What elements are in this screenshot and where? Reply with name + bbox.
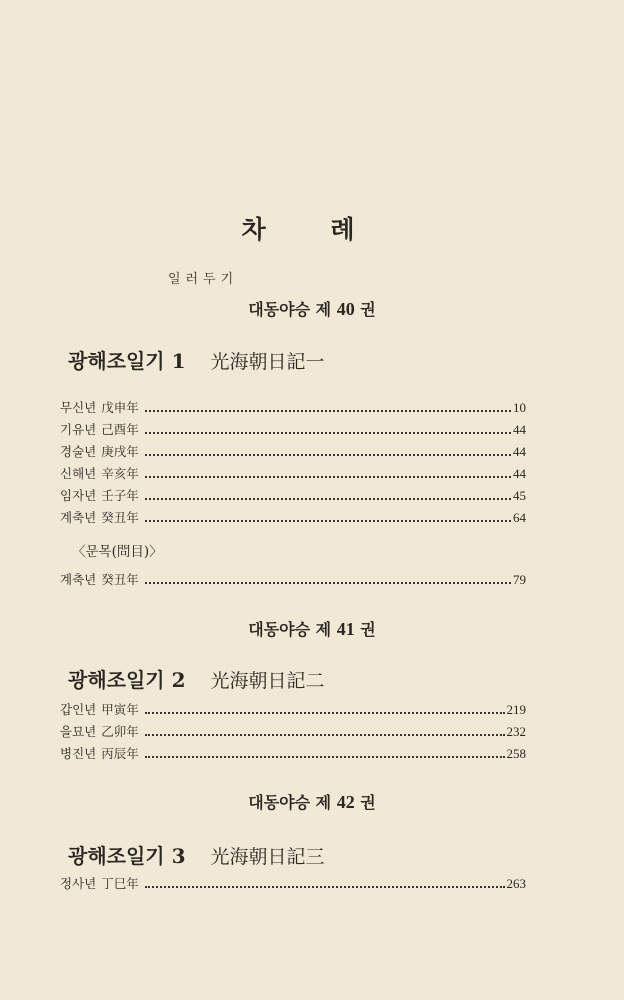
entry-label: 경술년 庚戌年 xyxy=(60,444,139,459)
volume-heading-label: 대동야승 제 xyxy=(248,620,332,639)
entry-label: 갑인년 甲寅年 xyxy=(60,702,139,717)
entry-page: 44 xyxy=(513,466,526,481)
section-number: 1 xyxy=(171,349,186,373)
dot-leader xyxy=(145,476,511,478)
entry-label: 기유년 己酉年 xyxy=(60,422,139,437)
toc-entry[interactable] xyxy=(60,486,526,504)
volume-number: 42 xyxy=(336,792,355,812)
volume-suffix: 권 xyxy=(360,620,376,639)
subsection-heading: 〈문목(問目)〉 xyxy=(72,544,163,560)
section-heading xyxy=(68,664,324,693)
entry-page: 258 xyxy=(506,746,526,761)
entry-label: 정사년 丁巳年 xyxy=(60,876,139,891)
dot-leader xyxy=(145,454,511,456)
section-hanja: 光海朝日記二 xyxy=(210,670,325,692)
toc-entry[interactable] xyxy=(60,508,526,526)
entry-label: 계축년 癸丑年 xyxy=(60,572,139,587)
entry-label: 신해년 辛亥年 xyxy=(60,466,139,481)
toc-entry[interactable] xyxy=(60,744,526,762)
section-number: 2 xyxy=(171,668,186,692)
volume-heading xyxy=(0,617,624,640)
entry-page: 44 xyxy=(513,422,526,437)
toc-entry[interactable] xyxy=(60,398,526,416)
dot-leader xyxy=(145,734,505,736)
dot-leader xyxy=(145,410,511,412)
dot-leader xyxy=(145,756,505,758)
section-hanja: 光海朝日記三 xyxy=(210,846,325,868)
entry-page: 79 xyxy=(513,572,526,587)
entry-page: 45 xyxy=(513,488,526,503)
preface-link[interactable]: 일러두기 xyxy=(168,272,239,287)
entry-page: 44 xyxy=(513,444,526,459)
section-title: 광해조일기 xyxy=(68,668,165,692)
volume-suffix: 권 xyxy=(360,300,376,319)
volume-number: 40 xyxy=(336,299,355,319)
section-title: 광해조일기 xyxy=(68,844,165,868)
entry-page: 219 xyxy=(506,702,526,717)
entry-label: 을묘년 乙卯年 xyxy=(60,724,139,739)
entry-page: 64 xyxy=(513,510,526,525)
toc-entry[interactable] xyxy=(60,570,526,588)
toc-entry[interactable] xyxy=(60,442,526,460)
entry-label: 병진년 丙辰年 xyxy=(60,746,139,761)
dot-leader xyxy=(145,712,505,714)
volume-heading-label: 대동야승 제 xyxy=(248,793,332,812)
dot-leader xyxy=(145,886,505,888)
toc-entry[interactable] xyxy=(60,464,526,482)
entry-page: 263 xyxy=(506,876,526,891)
dot-leader xyxy=(145,432,511,434)
section-heading xyxy=(68,345,324,374)
entry-label: 계축년 癸丑年 xyxy=(60,510,139,525)
toc-entry[interactable] xyxy=(60,420,526,438)
section-heading xyxy=(68,840,324,869)
section-title: 광해조일기 xyxy=(68,349,165,373)
section-number: 3 xyxy=(171,844,186,868)
entry-label: 임자년 壬子年 xyxy=(60,488,139,503)
volume-heading xyxy=(0,790,624,813)
section-hanja: 光海朝日記一 xyxy=(210,351,325,373)
volume-suffix: 권 xyxy=(360,793,376,812)
page-title: 차 례 xyxy=(241,215,383,244)
volume-heading-label: 대동야승 제 xyxy=(248,300,332,319)
dot-leader xyxy=(145,582,511,584)
dot-leader xyxy=(145,498,511,500)
volume-heading xyxy=(0,297,624,320)
dot-leader xyxy=(145,520,511,522)
entry-page: 232 xyxy=(506,724,526,739)
toc-entry[interactable] xyxy=(60,874,526,892)
volume-number: 41 xyxy=(336,619,355,639)
entry-page: 10 xyxy=(513,400,526,415)
entry-label: 무신년 戊申年 xyxy=(60,400,139,415)
toc-entry[interactable] xyxy=(60,722,526,740)
toc-entry[interactable] xyxy=(60,700,526,718)
